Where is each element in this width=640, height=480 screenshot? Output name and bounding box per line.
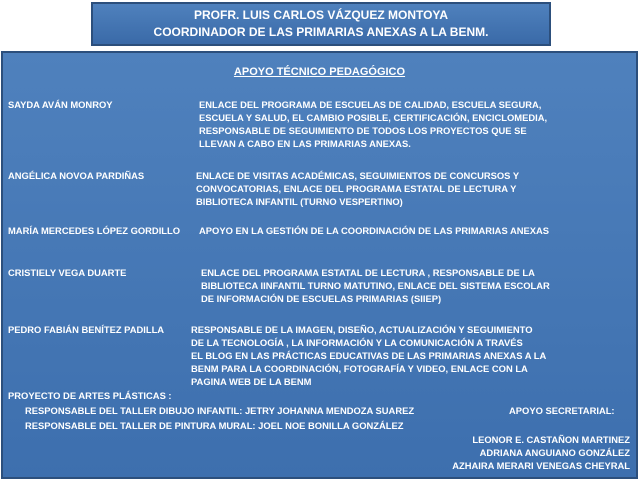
arts-project-line: RESPONSABLE DEL TALLER DIBUJO INFANTIL: JETRY JOHANNA MENDOZA SUAREZ <box>25 405 415 416</box>
secretarial-title: APOYO SECRETARIAL: <box>509 405 615 416</box>
staff-duty-line: BIBLIOTECA INFANTIL (TURNO VESPERTINO) <box>196 196 403 207</box>
staff-duty-line: DE LA TECNOLOGÍA , LA INFORMACIÓN Y LA COMUNICACIÓN A TRAVÉS <box>191 337 523 348</box>
coordinator-title: COORDINADOR DE LAS PRIMARIAS ANEXAS A LA BENM. <box>153 25 489 39</box>
support-panel <box>1 51 638 479</box>
coordinator-header <box>91 2 551 46</box>
arts-project-title: PROYECTO DE ARTES PLÁSTICAS : <box>8 390 172 401</box>
staff-duty-line: RESPONSABLE DE SEGUIMIENTO DE TODOS LOS PROYECTOS QUE SE <box>199 125 527 136</box>
staff-duty-line: EL BLOG EN LAS PRÁCTICAS EDUCATIVAS DE LAS PRIMARIAS ANEXAS A LA <box>191 350 547 361</box>
arts-project-line: RESPONSABLE DEL TALLER DE PINTURA MURAL: JOEL NOE BONILLA GONZÁLEZ <box>25 420 404 431</box>
staff-duty-line: RESPONSABLE DE LA IMAGEN, DISEÑO, ACTUALIZACIÓN Y SEGUIMIENTO <box>191 324 533 335</box>
coordinator-name: PROFR. LUIS CARLOS VÁZQUEZ MONTOYA <box>193 8 448 22</box>
staff-duty-line: PAGINA WEB DE LA BENM <box>191 376 312 387</box>
staff-name: ANGÉLICA NOVOA PARDIÑAS <box>8 170 145 181</box>
staff-duty-line: LLEVAN A CABO EN LAS PRIMARIAS ANEXAS. <box>199 138 411 149</box>
staff-duty-line: DE INFORMACIÓN DE ESCUELAS PRIMARIAS (SIIEP) <box>201 293 442 304</box>
secretarial-name: AZHAIRA MERARI VENEGAS CHEYRAL <box>452 460 630 471</box>
secretarial-name: LEONOR E. CASTAÑON MARTINEZ <box>472 434 630 445</box>
section-title: APOYO TÉCNICO PEDAGÓGICO <box>233 66 406 78</box>
staff-name: PEDRO FABIÁN BENÍTEZ PADILLA <box>8 324 165 335</box>
secretarial-name: ADRIANA ANGUIANO GONZÁLEZ <box>479 447 630 458</box>
staff-duty-line: ENLACE DEL PROGRAMA DE ESCUELAS DE CALIDAD, ESCUELA SEGURA, <box>199 99 542 110</box>
staff-duty-line: ENLACE DEL PROGRAMA ESTATAL DE LECTURA , RESPONSABLE DE LA <box>201 267 535 278</box>
staff-name: CRISTIELY VEGA DUARTE <box>8 267 127 278</box>
staff-duty-line: BENM PARA LA COORDINACIÓN, FOTOGRAFÍA Y VIDEO, ENLACE CON LA <box>191 363 528 374</box>
staff-duty-line: BIBLIOTECA IINFANTIL TURNO MATUTINO, ENLACE DEL SISTEMA ESCOLAR <box>201 280 550 291</box>
staff-duty-line: APOYO EN LA GESTIÓN DE LA COORDINACIÓN DE LAS PRIMARIAS ANEXAS <box>199 225 550 236</box>
staff-duty-line: CONVOCATORIAS, ENLACE DEL PROGRAMA ESTATAL DE LECTURA Y <box>196 183 517 194</box>
staff-name: SAYDA AVÁN MONROY <box>8 99 113 110</box>
staff-name: MARÍA MERCEDES LÓPEZ GORDILLO <box>8 225 181 236</box>
staff-duty-line: ESCUELA Y SALUD, EL CAMBIO POSIBLE, CERTIFICACIÓN, ENCICLOMEDIA, <box>199 112 548 123</box>
staff-duty-line: ENLACE DE VISITAS ACADÉMICAS, SEGUIMIENTOS DE CONCURSOS Y <box>196 170 520 181</box>
